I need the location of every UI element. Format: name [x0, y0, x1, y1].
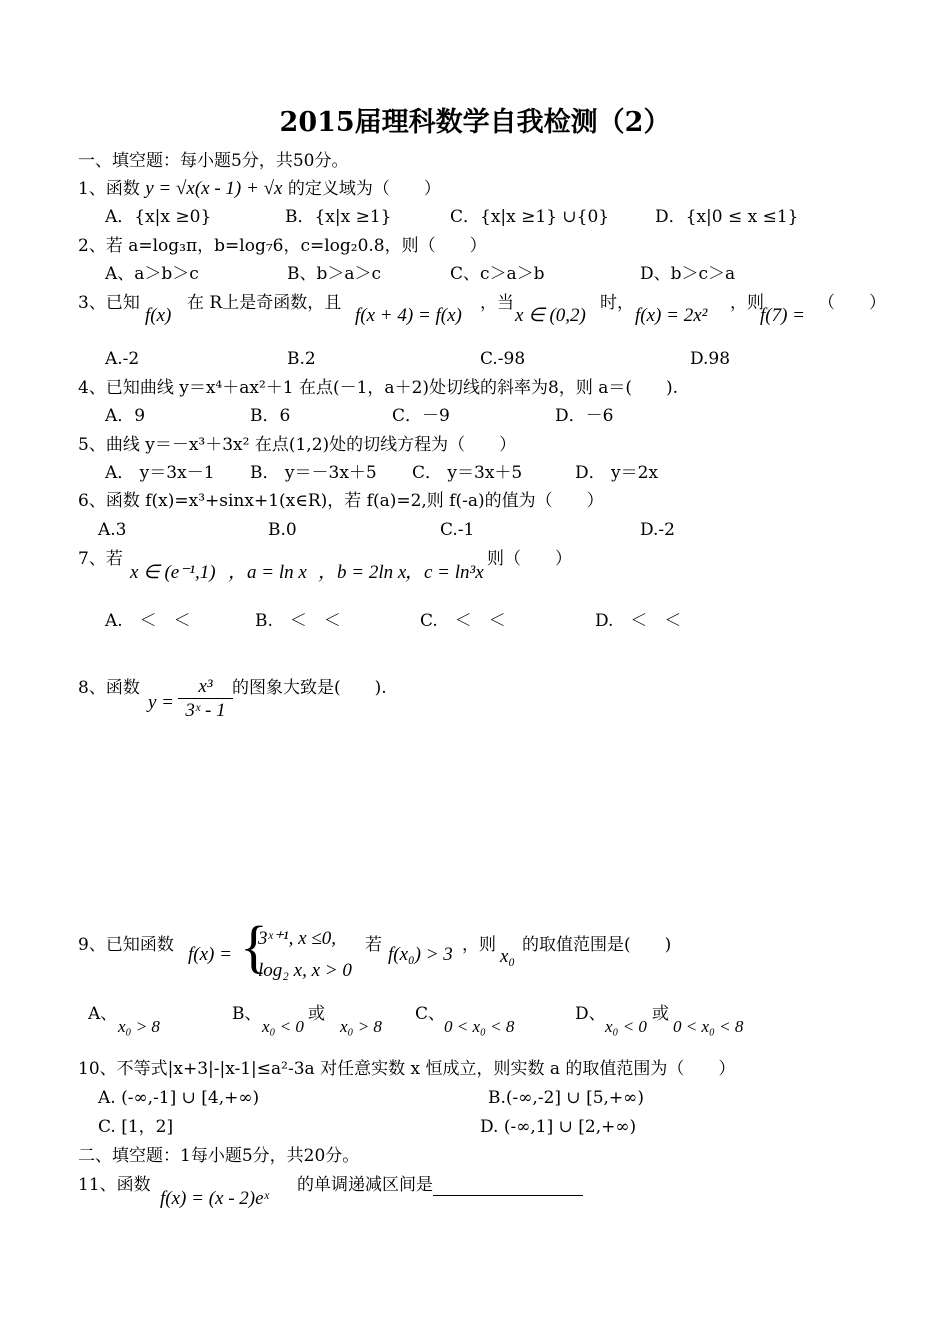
page-title: 2015届理科数学自我检测（2） — [279, 107, 671, 138]
q7-part-2: 则（ ） — [487, 549, 572, 569]
q7-formula-4: ，c = ln³x — [405, 562, 484, 583]
question-2: 2、若 a=log₃π，b=log₇6，c=log₂0.8，则（ ） — [78, 236, 487, 256]
q9-condition: f(x₀) > 3 — [388, 944, 453, 965]
q9-part-1: 9、已知函数 — [78, 935, 174, 955]
q1-formula: y = √x(x - 1) + √x — [145, 178, 283, 199]
answer-blank[interactable] — [433, 1177, 583, 1196]
q8-numerator: x³ — [198, 676, 213, 697]
q11-part-1: 11、函数 — [78, 1175, 151, 1195]
q9-option-a-label: A、 — [88, 1004, 118, 1024]
q7-formula-3: ，b = 2ln x — [318, 562, 407, 583]
q10-option-d: D. (-∞,1] ∪ [2,+∞) — [480, 1117, 637, 1137]
q2-option-a: A、a＞b＞c — [105, 264, 199, 284]
q5-option-d: D． y＝2x — [575, 463, 659, 483]
q2-option-d: D、b＞c＞a — [640, 264, 736, 284]
q3-formula-1: f(x) — [145, 305, 172, 326]
q9-variable: x₀ — [500, 946, 516, 967]
q6-option-a: A.3 — [98, 520, 127, 540]
q3-formula-3: x ∈ (0,2) — [515, 305, 586, 326]
q9-option-d-math-2: 0 < x₀ < 8 — [673, 1017, 744, 1036]
q7-option-a: A. ＜ ＜ — [105, 611, 191, 631]
q3-option-b: B.2 — [287, 349, 316, 369]
q9-part-4: 的取值范围是( ) — [522, 935, 672, 955]
q1-stem: 1、函数 — [78, 179, 140, 199]
question-4: 4、已知曲线 y＝x⁴＋ax²＋1 在点(－1，a＋2)处切线的斜率为8，则 a＝( ). — [78, 378, 679, 398]
q1-tail: 的定义域为（ ） — [287, 179, 441, 199]
q3-option-d: D.98 — [690, 349, 731, 369]
q3-part-4: 时， — [600, 293, 634, 313]
question-5: 5、曲线 y＝－x³＋3x² 在点(1,2)处的切线方程为（ ） — [78, 435, 517, 455]
q1-option-c: C．{x|x ≥1} ∪{0} — [450, 207, 610, 227]
q7-formula-1: x ∈ (e⁻¹,1) — [130, 562, 216, 583]
q3-formula-2: f(x + 4) = f(x) — [355, 305, 462, 326]
q9-option-b-label: B、 — [232, 1004, 262, 1024]
q7-option-c: C. ＜ ＜ — [420, 611, 506, 631]
q9-option-d-math-1: x₀ < 0 — [605, 1017, 647, 1036]
q1-option-a: A．{x|x ≥0} — [105, 207, 212, 227]
q3-part-3: ，当 — [480, 293, 514, 313]
q9-option-c-math: 0 < x₀ < 8 — [444, 1017, 515, 1036]
q4-option-c: C．－9 — [392, 406, 450, 426]
q7-option-b: B. ＜ ＜ — [255, 611, 341, 631]
q9-option-d-or: 或 — [652, 1004, 669, 1024]
q5-option-a: A． y＝3x－1 — [105, 463, 215, 483]
q9-option-b-math-2: x₀ > 8 — [340, 1017, 382, 1036]
q2-option-c: C、c＞a＞b — [450, 264, 545, 284]
q3-part-2: 在 R上是奇函数，且 — [187, 293, 342, 313]
q9-part-3: ，则 — [462, 935, 496, 955]
q10-option-c: C. [1，2] — [98, 1117, 174, 1137]
q3-part-1: 3、已知 — [78, 293, 140, 313]
q10-option-b: B.(-∞,-2] ∪ [5,+∞) — [488, 1088, 644, 1108]
question-6: 6、函数 f(x)=x³+sinx+1(x∈R)，若 f(a)=2,则 f(-a)的值为（ ） — [78, 491, 604, 511]
q8-part-2: 的图象大致是( ). — [232, 678, 387, 698]
q8-lhs: y = — [148, 692, 175, 713]
q7-part-1: 7、若 — [78, 549, 123, 569]
q9-option-c-label: C、 — [415, 1004, 446, 1024]
q4-option-b: B．6 — [250, 406, 291, 426]
q2-option-b: B、b＞a＞c — [287, 264, 382, 284]
q10-option-a: A. (-∞,-1] ∪ [4,+∞) — [98, 1088, 260, 1108]
q3-part-5: ，则 — [730, 293, 764, 313]
q5-option-b: B． y＝－3x＋5 — [250, 463, 377, 483]
q1-option-d: D．{x|0 ≤ x ≤1} — [655, 207, 799, 227]
q4-option-d: D．－6 — [555, 406, 614, 426]
q6-option-d: D.-2 — [640, 520, 675, 540]
q8-fraction — [178, 676, 233, 723]
q3-option-c: C.-98 — [480, 349, 526, 369]
q3-formula-4: f(x) = 2x² — [635, 305, 708, 326]
q9-option-d-label: D、 — [575, 1004, 606, 1024]
section-heading-2: 二、填空题：1每小题5分，共20分。 — [78, 1146, 360, 1166]
question-10: 10、不等式|x+3|-|x-1|≤a²-3a 对任意实数 x 恒成立，则实数 a 的取值范围为（ ） — [78, 1059, 736, 1079]
q4-option-a: A．9 — [105, 406, 146, 426]
q9-case-2: log₂ x, x > 0 — [258, 960, 352, 981]
q11-part-2: 的单调递减区间是 — [297, 1175, 433, 1195]
q8-part-1: 8、函数 — [78, 678, 140, 698]
q9-part-2: 若 — [365, 935, 382, 955]
q1-option-b: B．{x|x ≥1} — [285, 207, 392, 227]
q3-part-6: （ ） — [818, 293, 886, 313]
q11-formula: f(x) = (x - 2)eˣ — [160, 1188, 269, 1209]
q9-case-1: 3ˣ⁺¹, x ≤0, — [258, 928, 336, 949]
q7-formula-2: ，a = ln x — [228, 562, 307, 583]
q9-lhs: f(x) = — [188, 944, 232, 965]
section-heading-1: 一、填空题：每小题5分，共50分。 — [78, 151, 349, 171]
question-1 — [78, 178, 441, 200]
q7-option-d: D. ＜ ＜ — [595, 611, 682, 631]
q3-formula-5: f(7) = — [760, 305, 806, 326]
q5-option-c: C． y＝3x＋5 — [412, 463, 523, 483]
q6-option-c: C.-1 — [440, 520, 475, 540]
q9-option-b-math-1: x₀ < 0 — [262, 1017, 304, 1036]
q9-brace: { — [240, 914, 268, 979]
q3-option-a: A.-2 — [105, 349, 140, 369]
q9-option-a-math: x₀ > 8 — [118, 1017, 160, 1036]
q6-option-b: B.0 — [268, 520, 297, 540]
q8-denominator: 3ˣ - 1 — [185, 700, 226, 721]
q11-line — [297, 1174, 583, 1196]
q9-option-b-or: 或 — [308, 1004, 325, 1024]
